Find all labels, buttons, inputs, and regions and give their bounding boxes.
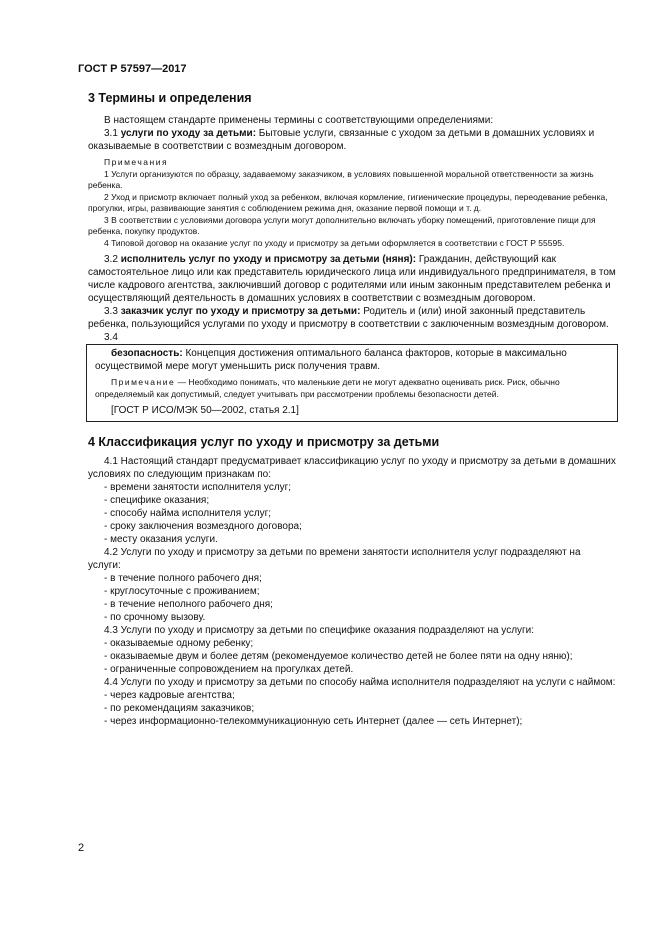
note-2: 2 Уход и присмотр включает полный уход за ребенком, включая кормление, гигиенические процедуры, переодевание ребенка, прогулки, игры, развивающие занятия с соблюдением режима дня, оказание первой помощи и т. д. <box>88 191 608 213</box>
list-item: - специфике оказания; <box>104 495 210 506</box>
notes-title: Примечания <box>104 157 169 167</box>
list-item: - по срочному вызову. <box>104 612 206 623</box>
page-body <box>88 90 616 728</box>
list-item: - оказываемые одному ребенку; <box>104 638 254 649</box>
list-item: - способу найма исполнителя услуг; <box>104 508 272 519</box>
list-item: - круглосуточные с проживанием; <box>104 586 260 597</box>
note-1: 1 Услуги организуются по образцу, задаваемому заказчиком, в условиях повышенной моральной ответственности за жизнь ребенка. <box>88 168 594 190</box>
list-item: - через кадровые агентства; <box>104 690 235 701</box>
page-number: 2 <box>78 842 85 854</box>
clause-4-2-list <box>88 572 616 624</box>
note-label: Примечание <box>111 377 176 387</box>
clause-4-4: 4.4 Услуги по уходу и присмотру за детьми по способу найма исполнителя подразделяют на услуги с наймом: <box>104 677 616 688</box>
note-text: — Необходимо понимать, что маленькие дети не могут адекватно оценивать риск. Риск, обычно определяемый как допустимый, следует учитывать при рассмотрении проблемы безопасности детей. <box>95 377 560 399</box>
section-4-title: 4 Классификация услуг по уходу и присмотру за детьми <box>88 435 440 449</box>
clause-4-4-list <box>88 689 616 728</box>
list-item: - времени занятости исполнителя услуг; <box>104 482 292 493</box>
term-3-4-source: [ГОСТ Р ИСО/МЭК 50—2002, статья 2.1] <box>111 405 299 416</box>
list-item: - по рекомендациям заказчиков; <box>104 703 255 714</box>
term-definition: Концепция достижения оптимального баланса факторов, которые в максимально осуществимой мере могут уменьшить риск получения травм. <box>95 348 567 372</box>
clause-4-3: 4.3 Услуги по уходу и присмотру за детьми по специфике оказания подразделяют на услуги: <box>104 625 535 636</box>
term-name: безопасность: <box>111 348 183 359</box>
clause-4-2: 4.2 Услуги по уходу и присмотру за детьми по времени занятости исполнителя услуг подразделяют на услуги: <box>88 547 581 571</box>
term-3-1-notes <box>88 157 616 249</box>
term-3-4-box <box>86 344 618 422</box>
list-item: - в течение неполного рабочего дня; <box>104 599 273 610</box>
note-4: 4 Типовой договор на оказание услуг по уходу и присмотру за детьми оформляется в соответствии с ГОСТ Р 55595. <box>104 237 565 248</box>
term-definition: Гражданин, действующий как самостоятельное лицо или как представитель юридического лица или индивидуального предпринимателя, в том числе кадрового агентства, заключивший договор с родителями или иным законным представителем ребенка и осуществляющий деятельность в домашних условиях в соответствии с возмездным договором. <box>88 254 616 304</box>
list-item: - месту оказания услуги. <box>104 534 218 545</box>
clause-4-3-list <box>88 637 616 676</box>
note-3: 3 В соответствии с условиями договора услуги могут дополнительно включать уборку помещений, приготовление пищи для ребенка, покупку продуктов. <box>88 214 596 236</box>
term-3-4-number: 3.4 <box>104 332 118 343</box>
term-3-4 <box>95 347 611 373</box>
section-3-title: 3 Термины и определения <box>88 91 252 105</box>
term-definition: Родитель и (или) иной законный представитель ребенка, пользующийся услугами по уходу и присмотру в соответствии с заключенным возмездным договором. <box>88 306 609 330</box>
term-number: 3.1 <box>104 128 121 139</box>
list-item: - через информационно-телекоммуникационную сеть Интернет (далее — сеть Интернет); <box>104 716 523 727</box>
clause-4-1-list <box>88 481 616 546</box>
list-item: - в течение полного рабочего дня; <box>104 573 262 584</box>
clause-4-1: 4.1 Настоящий стандарт предусматривает классификацию услуг по уходу и присмотру за детьми в домашних условиях по следующим признакам по: <box>88 456 616 480</box>
list-item: - ограниченные сопровождением на прогулках детей. <box>104 664 354 675</box>
term-3-1 <box>88 127 616 153</box>
term-number: 3.2 <box>104 254 121 265</box>
term-name: заказчик услуг по уходу и присмотру за детьми: <box>120 306 361 317</box>
running-header: ГОСТ Р 57597—2017 <box>78 63 187 75</box>
term-name: услуги по уходу за детьми: <box>120 128 257 139</box>
term-3-2 <box>88 253 616 305</box>
term-number: 3.3 <box>104 306 121 317</box>
list-item: - оказываемые двум и более детям (рекомендуемое количество детей не более пяти на одну няню); <box>104 651 573 662</box>
term-name: исполнитель услуг по уходу и присмотру за детьми (няня): <box>120 254 417 265</box>
section-3-intro: В настоящем стандарте применены термины с соответствующими определениями: <box>104 115 494 126</box>
term-3-3 <box>88 305 616 331</box>
term-3-4-note <box>95 377 611 400</box>
list-item: - сроку заключения возмездного договора; <box>104 521 302 532</box>
term-definition: Бытовые услуги, связанные с уходом за детьми в домашних условиях и оказываемые в соответствии с возмездным договором. <box>88 128 595 152</box>
